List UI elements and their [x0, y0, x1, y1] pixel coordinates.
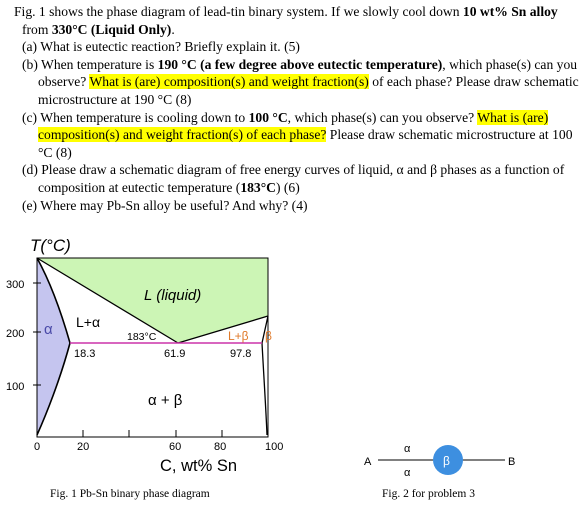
question-b	[14, 56, 580, 109]
figure2-caption: Fig. 2 for problem 3	[382, 488, 475, 500]
x-tick-label-80: 80	[214, 441, 227, 453]
composition-eutectic: 61.9	[164, 348, 186, 360]
intro-end: .	[171, 21, 175, 37]
l-alpha-label: L+α	[76, 314, 101, 330]
problem-intro	[14, 3, 580, 38]
phase-diagram	[0, 230, 330, 488]
intro-text: Fig. 1 shows the phase diagram of lead-tin binary system. If we slowly cool down	[14, 4, 463, 19]
x-axis-label: C, wt% Sn	[160, 457, 238, 475]
question-b-highlight: What is (are) composition(s) and weight fraction(s)	[89, 74, 369, 90]
question-b-text-2: , which phase(s) can you observe?	[38, 56, 578, 90]
composition-alpha: 18.3	[74, 348, 96, 360]
question-d-temp: 183°C	[240, 179, 276, 195]
alpha-beta-label: α + β	[148, 392, 183, 409]
composition-beta: 97.8	[230, 348, 252, 360]
beta-label: β	[265, 329, 272, 343]
x-tick-label-0: 0	[34, 441, 41, 453]
question-a: (a) What is eutectic reaction? Briefly explain it. (5)	[22, 39, 300, 55]
label-a: A	[364, 456, 372, 468]
figure1-caption: Fig. 1 Pb-Sn binary phase diagram	[50, 488, 210, 500]
question-c-highlight: What is (are) composition(s) and weight fraction(s) of each phase?	[38, 109, 549, 143]
eutectic-temp-label: 183°C	[127, 331, 157, 343]
phase-diagram-figure	[0, 230, 330, 510]
problem-text	[14, 3, 580, 214]
question-e: (e) Where may Pb-Sn alloy be useful? And why? (4)	[22, 197, 308, 213]
question-c-text-3: Please draw schematic microstructure at 100 °C (8)	[38, 127, 573, 160]
question-d-text-2: ) (6)	[275, 179, 300, 195]
question-c-temp: 100 °C	[248, 109, 288, 125]
question-c-text-2: , which phase(s) can you observe?	[287, 109, 478, 125]
label-beta: β	[443, 454, 450, 468]
label-alpha-top: α	[404, 443, 411, 455]
x-tick-label-20: 20	[77, 441, 90, 453]
question-b-text: (b) When temperature is	[22, 56, 158, 72]
y-tick-label-100: 100	[6, 381, 25, 393]
label-alpha-bottom: α	[404, 467, 411, 479]
x-tick-label-100: 100	[265, 441, 284, 453]
x-tick-label-60: 60	[169, 441, 182, 453]
question-c	[14, 109, 580, 162]
y-axis-label: T(°C)	[30, 236, 71, 255]
alpha-label: α	[44, 321, 53, 338]
y-tick-label-300: 300	[6, 279, 25, 291]
beta-solvus	[262, 343, 267, 435]
label-b: B	[508, 456, 516, 468]
question-d	[14, 161, 580, 196]
intro-text-2: from	[22, 21, 52, 37]
figure2	[360, 430, 582, 510]
intro-temp: 330°C (Liquid Only)	[51, 21, 172, 37]
question-d-text: (d) Please draw a schematic diagram of free energy curves of liquid, α and β phases as a function of composition at eutectic temperature (	[22, 162, 565, 195]
question-b-text-3: of each phase? Please draw schematic microstructure at 190 °C (8)	[38, 74, 579, 107]
figure2-diagram	[360, 430, 582, 486]
l-beta-label: L+β	[228, 329, 249, 343]
question-c-text: (c) When temperature is cooling down to	[22, 109, 249, 125]
liquid-label: L (liquid)	[144, 287, 202, 304]
y-tick-label-200: 200	[6, 328, 25, 340]
question-b-temp: 190 °C (a few degree above eutectic temperature)	[157, 56, 443, 72]
intro-alloy: 10 wt% Sn alloy	[462, 4, 558, 19]
